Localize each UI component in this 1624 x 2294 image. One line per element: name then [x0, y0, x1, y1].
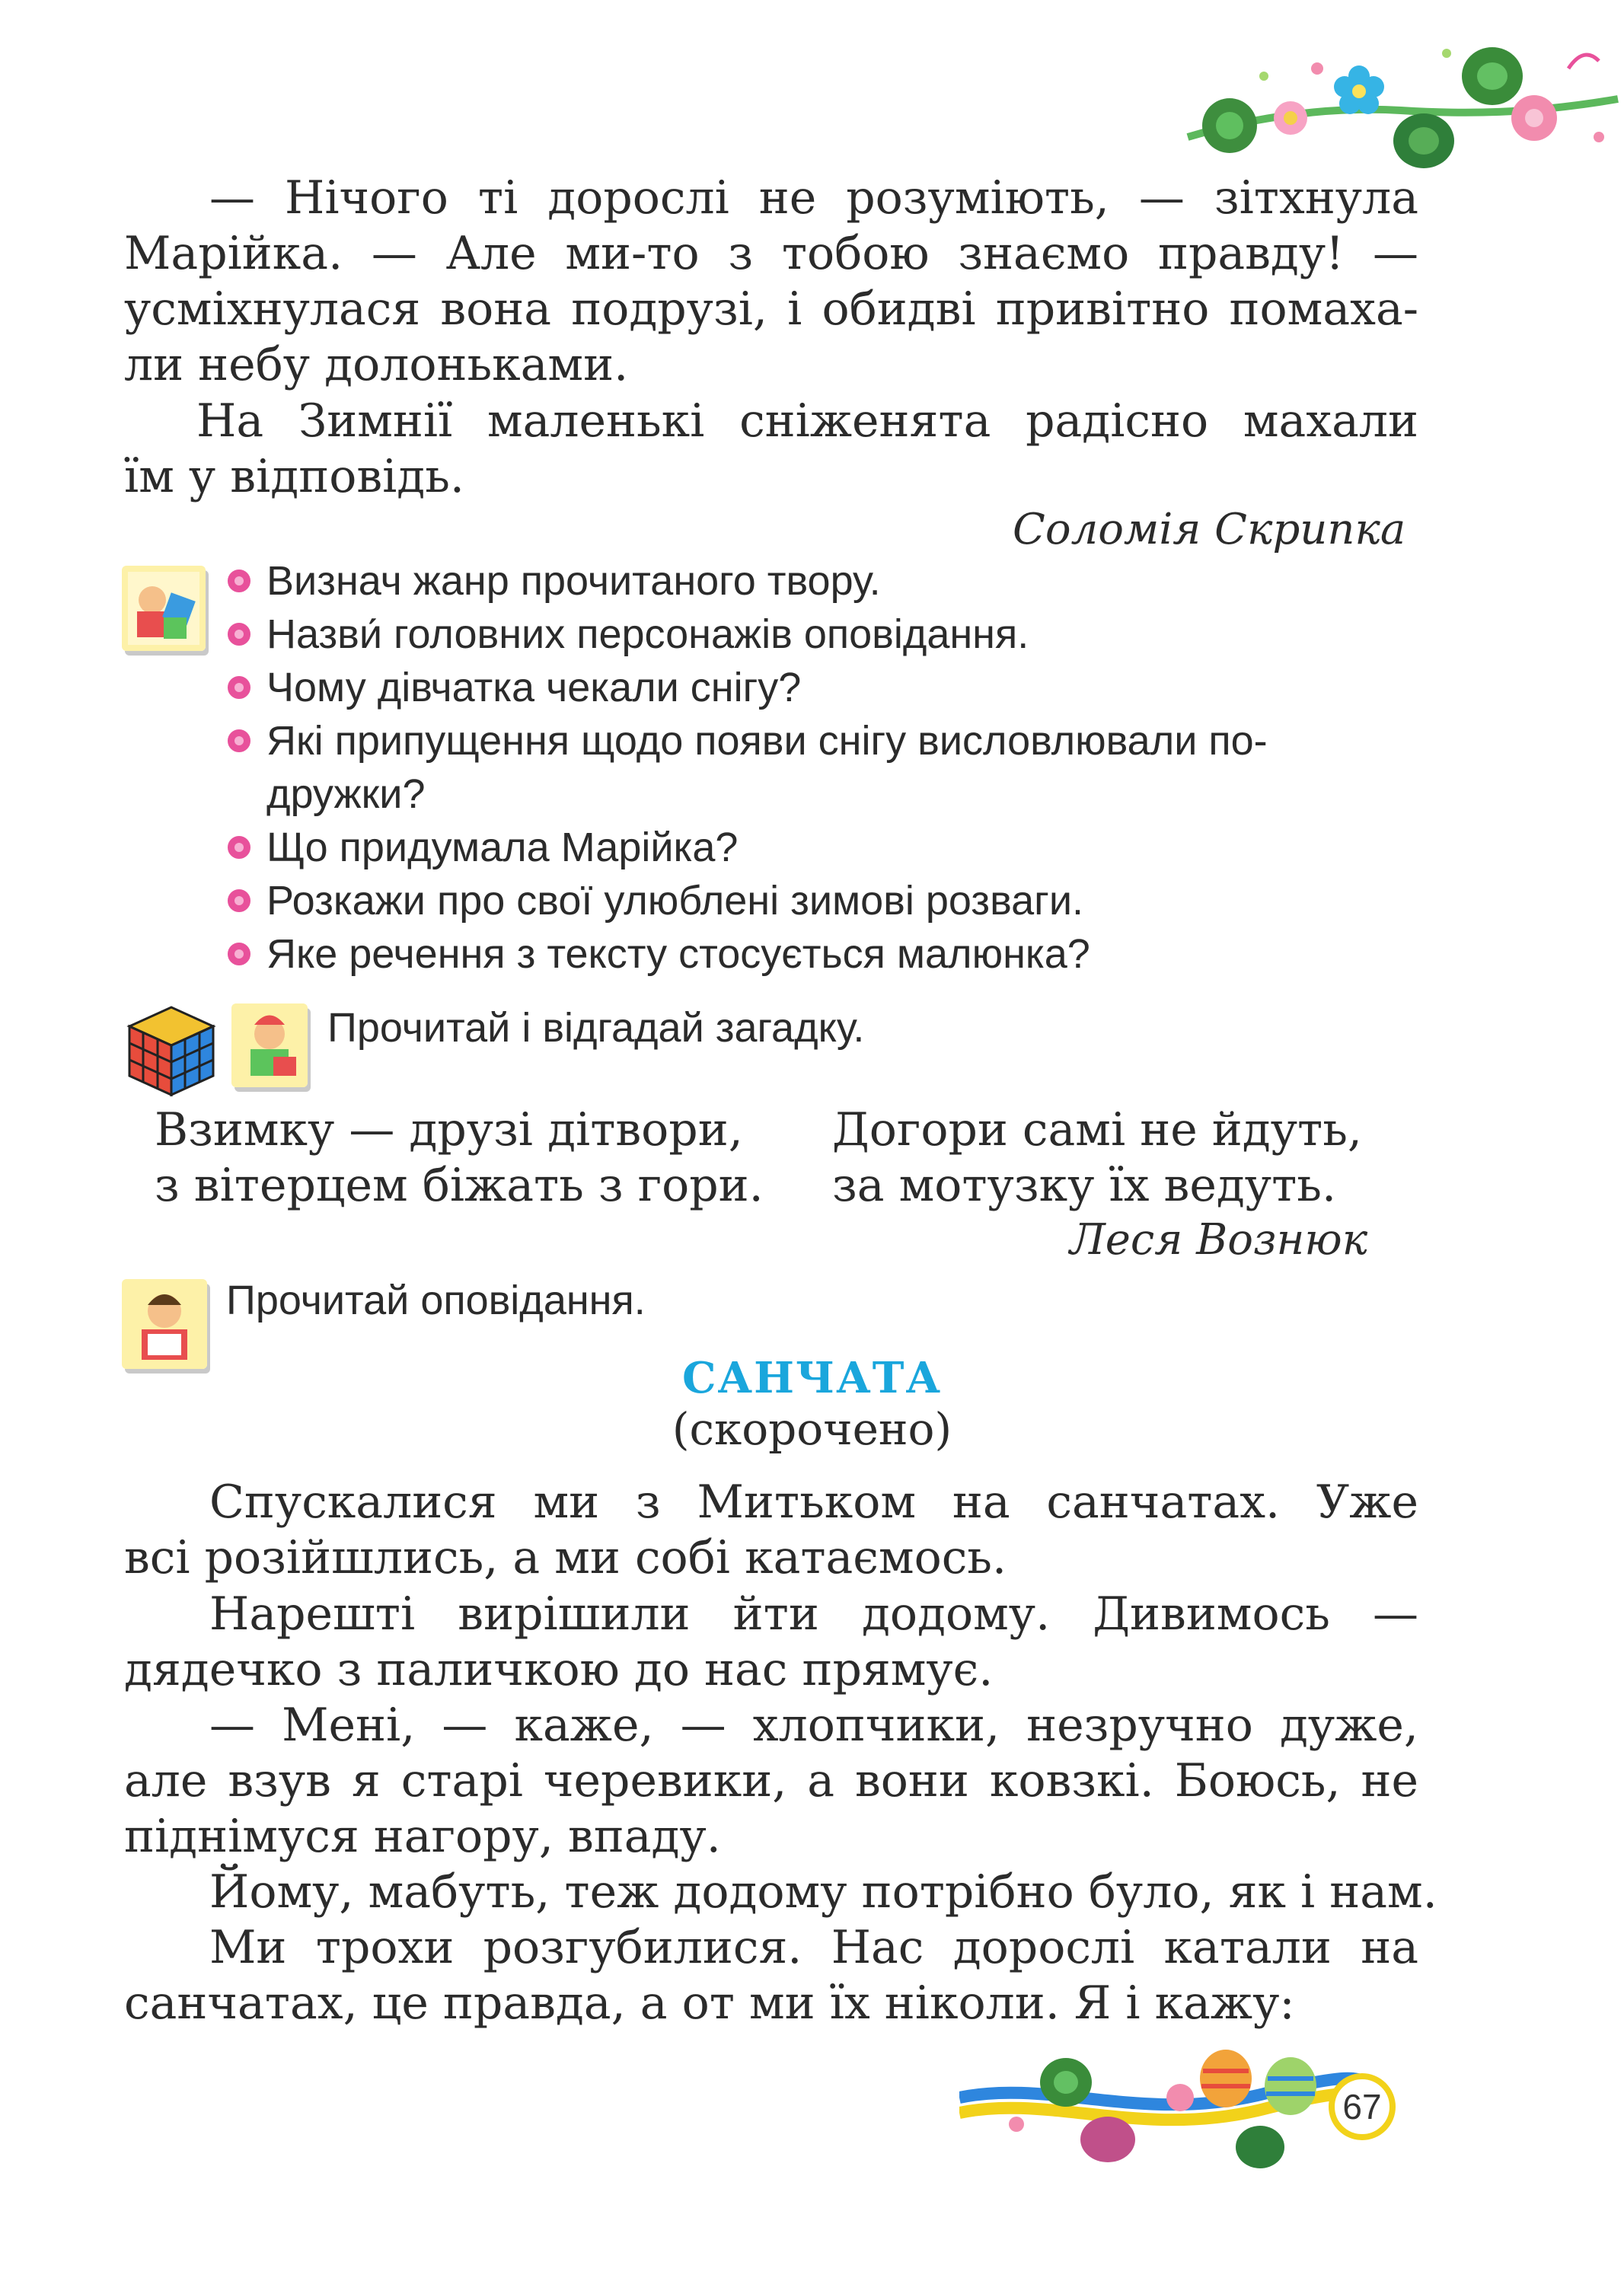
bullet-icon: [228, 943, 250, 965]
story-paragraph: [124, 1865, 1437, 1920]
bullet-icon: [228, 836, 250, 859]
riddle-line: Догори самі не йдуть,: [832, 1103, 1362, 1157]
text-line: — Мені, — каже, — хлопчики, незручно дуже,: [209, 1699, 1418, 1752]
text-line: — Нічого ті дорослі не розуміють, — зітхнула: [209, 171, 1418, 225]
bullet-icon: [228, 570, 250, 592]
text-line: Нарешті вирішили йти додому. Дивимось —: [209, 1587, 1418, 1641]
list-item: Чому дівчатка чекали снігу?: [225, 661, 1454, 714]
story-paragraph: [124, 1475, 1418, 1586]
list-item: Яке речення з тексту стосується малюнка?: [225, 927, 1454, 981]
text-line: усміхнулася вона подрузі, і обидві привітно помаха-: [124, 282, 1418, 336]
riddle-left-column: [155, 1102, 764, 1214]
bullet-icon: [228, 889, 250, 912]
riddle-line: Взимку — друзі дітвори,: [155, 1103, 743, 1157]
riddle-right-column: [832, 1102, 1362, 1214]
task-card-icon: [231, 1003, 308, 1087]
flower-garland-decoration: [1173, 23, 1624, 175]
story-paragraph: [124, 1587, 1418, 1698]
bullet-icon: [228, 623, 250, 646]
text-line: санчатах, це правда, а от ми їх ніколи. Я і кажу:: [124, 1977, 1295, 2030]
list-item: Розкажи про свої улюблені зимові розваги.: [225, 874, 1454, 927]
list-item-continuation: дружки?: [266, 771, 426, 817]
list-item: Що придумала Марійка?: [225, 821, 1454, 874]
list-item: Визнач жанр прочитаного твору.: [225, 554, 1454, 608]
list-item: Які припущення щодо появи снігу висловлювали по-: [225, 714, 1454, 767]
bullet-icon: [228, 729, 250, 752]
question-list: [225, 554, 1454, 981]
text-line: але взув я старі черевики, а вони ковзкі. Боюсь, не: [124, 1754, 1418, 1807]
author-signature: Соломія Скрипка: [1013, 505, 1406, 554]
story-task-instruction: Прочитай оповідання.: [226, 1278, 646, 1323]
page-number: 67: [1329, 2073, 1396, 2140]
task-card-icon: [122, 566, 206, 651]
text-line: дядечко з паличкою до нас прямує.: [124, 1643, 994, 1696]
easter-eggs-decoration: [959, 2048, 1386, 2178]
rubiks-cube-icon: [122, 1000, 221, 1099]
text-line: всі розійшлись, а ми собі катаємось.: [124, 1531, 1007, 1584]
bullet-icon: [228, 676, 250, 699]
text-line: їм у відповідь.: [124, 450, 464, 503]
story-subtitle: (скорочено): [672, 1403, 952, 1455]
text-line: ли небу долоньками.: [124, 338, 629, 391]
story-paragraph: [124, 394, 1418, 505]
riddle-task-instruction: Прочитай і відгадай загадку.: [327, 1005, 865, 1051]
story-title: САНЧАТА: [681, 1353, 943, 1403]
story-paragraph: [124, 1698, 1418, 1865]
story-paragraph: [124, 1920, 1418, 2031]
text-line: Спускалися ми з Митьком на санчатах. Уже: [209, 1476, 1418, 1529]
riddle-line: з вітерцем біжать з гори.: [155, 1159, 764, 1212]
story-paragraph: [124, 171, 1418, 393]
author-signature: Леся Вознюк: [1070, 1215, 1368, 1265]
riddle-line: за мотузку їх ведуть.: [832, 1159, 1337, 1212]
text-line: Йому, мабуть, теж додому потрібно було, як і нам.: [209, 1865, 1437, 1919]
list-item: Назви́ головних персонажів оповідання.: [225, 608, 1454, 661]
text-line: На Зимнії маленькі сніженята радісно махали: [196, 394, 1418, 448]
text-line: Ми трохи розгубилися. Нас дорослі катали на: [209, 1921, 1418, 1974]
text-line: Марійка. — Але ми-то з тобою знаємо правду! —: [124, 227, 1418, 280]
text-line: піднімуся нагору, впаду.: [124, 1810, 721, 1863]
